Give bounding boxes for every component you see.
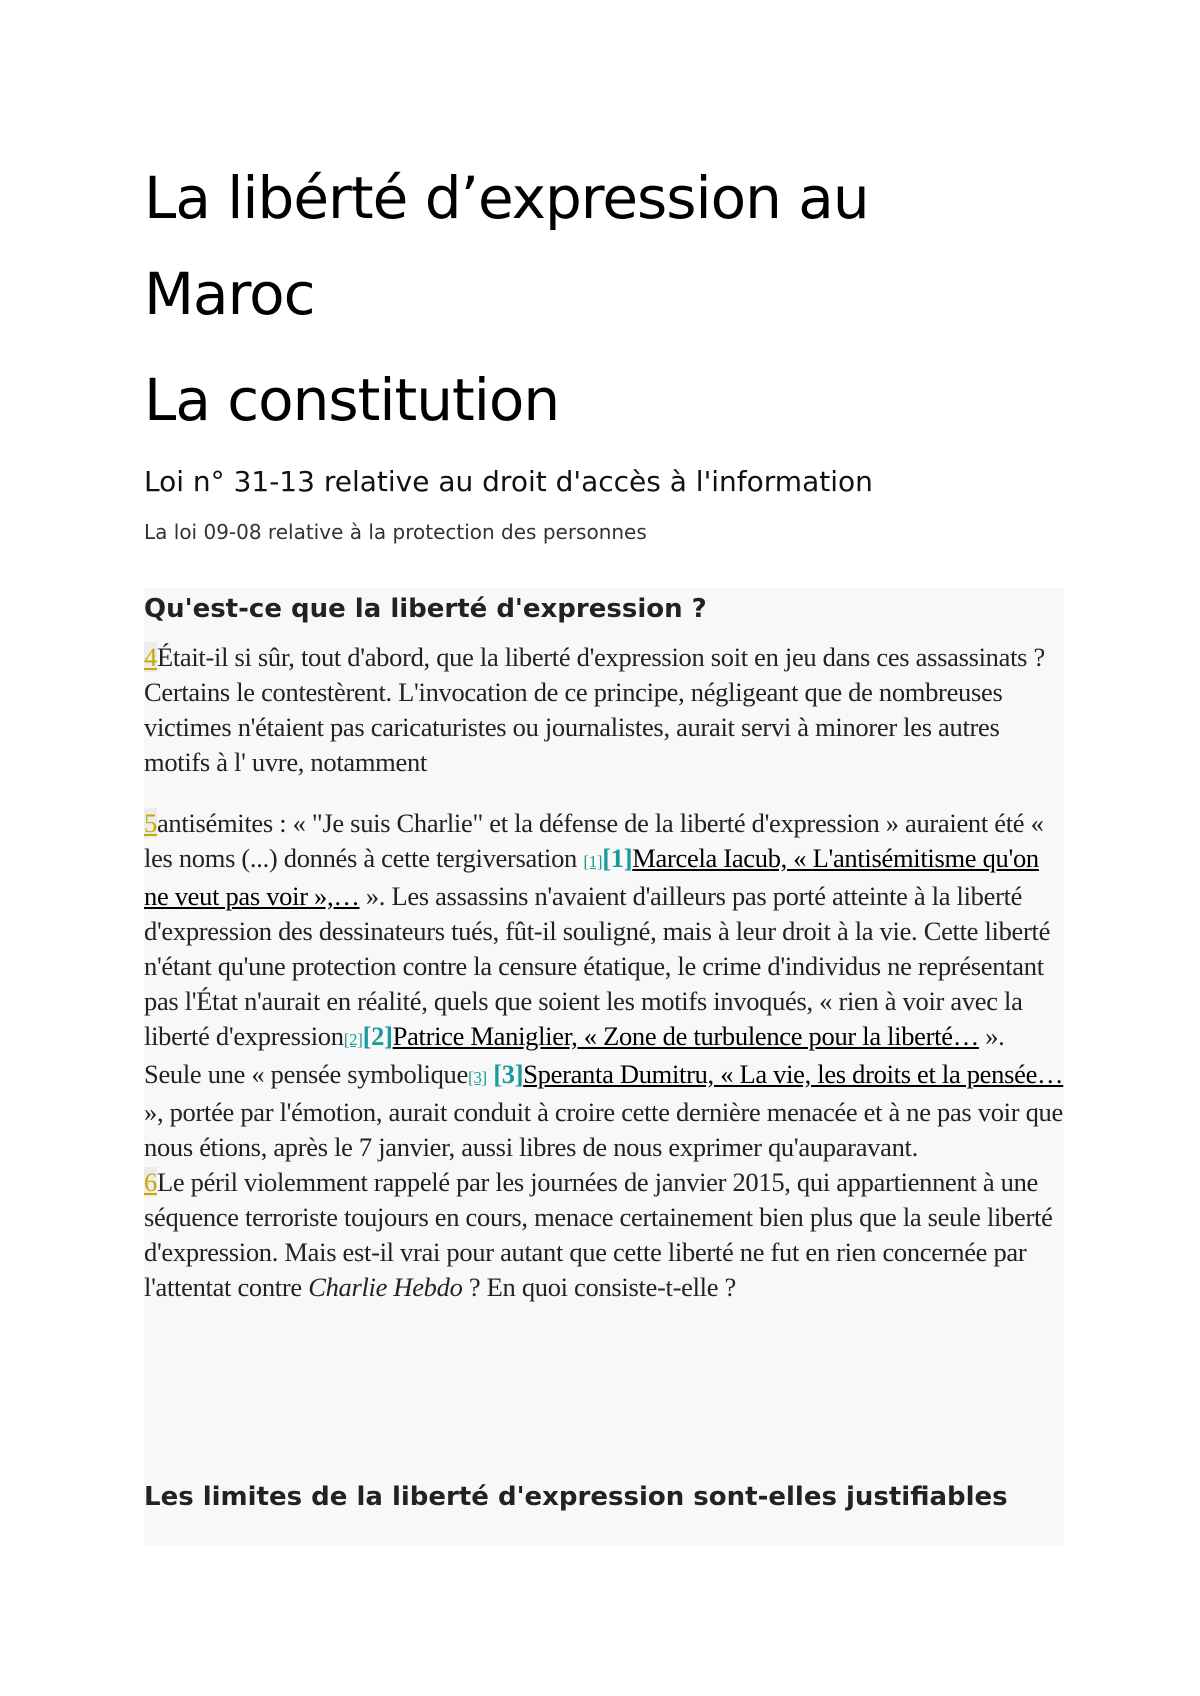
paragraph-number-link[interactable]: 5 (144, 808, 157, 838)
heading-loi-31-13: Loi n° 31-13 relative au droit d'accès à l'information (144, 465, 873, 498)
section-title-limits: Les limites de la liberté d'expression sont-elles justifiables (144, 1482, 1008, 1512)
heading-loi-09-08: La loi 09-08 relative à la protection des personnes (144, 520, 647, 544)
heading-constitution: La constitution (144, 366, 560, 434)
footnote-link-3[interactable]: [3] (467, 1068, 487, 1087)
paragraph-number-link[interactable]: 4 (144, 642, 157, 672)
section-title-definition: Qu'est-ce que la liberté d'expression ? (144, 594, 707, 624)
footnote-marker-3[interactable]: [3] (493, 1059, 524, 1089)
footnote-marker-2[interactable]: [2] (362, 1021, 393, 1051)
paragraph-text: Le péril violemment rappelé par les journées de janvier 2015, qui appartiennent à une séquence terroriste toujours en cours, menace certainement bien plus que la seule liberté d'expression. Mais est-il vrai pour autant que cette liberté ne fut en rien concernée par l'attentat contre (144, 1167, 1053, 1302)
title-line-1: La libérté d’expression au (144, 164, 869, 232)
paragraph-text: ». Seule une « pensée symbolique (144, 1021, 1005, 1089)
article-block (144, 588, 1064, 1546)
paragraph-number-link[interactable]: 6 (144, 1167, 157, 1197)
footnote-reference-2[interactable]: Patrice Maniglier, « Zone de turbulence pour la liberté… (392, 1021, 979, 1051)
paragraph-text: Était-il si sûr, tout d'abord, que la liberté d'expression soit en jeu dans ces assassinats ? Certains le contestèrent. L'invocation de ce principe, négligeant que de nombreuses victimes n'étaient pas caricaturistes ou journalistes, aurait servi à minorer les autres motifs à l' uvre, notamment (144, 642, 1045, 777)
footnote-reference-3[interactable]: Speranta Dumitru, « La vie, les droits et la pensée… (523, 1059, 1064, 1089)
paragraph-text: ? En quoi consiste-t-elle ? (462, 1272, 736, 1302)
title-line-2: Maroc (144, 260, 315, 328)
footnote-link-2[interactable]: [2] (343, 1030, 363, 1049)
paragraph-4 (144, 640, 1064, 780)
paragraph-5-6 (144, 806, 1064, 1305)
paragraph-text: », portée par l'émotion, aurait conduit à croire cette dernière menacée et à ne pas voir que nous étions, après le 7 janvier, aussi libres de nous exprimer qu'auparavant. (144, 1097, 1063, 1162)
paragraph-text: antisémites : « "Je suis Charlie" et la défense de la liberté d'expression » auraient été « les noms (...) donnés à cette tergiversation (144, 808, 1044, 873)
paragraph-text: ». Les assassins n'avaient d'ailleurs pas porté atteinte à la liberté d'expression des dessinateurs tués, fût-il souligné, mais à leur droit à la vie. Cette liberté n'étant qu'une protection contre la censure étatique, le crime d'individus ne représentant pas l'État n'aurait en réalité, quels que soient les motifs invoqués, « rien à voir avec la liberté d'expression (144, 881, 1051, 1051)
italic-title: Charlie Hebdo (308, 1272, 463, 1302)
document-title (144, 150, 1044, 342)
footnote-marker-1[interactable]: [1] (602, 843, 633, 873)
footnote-reference-1[interactable]: Marcela Iacub, « L'antisémitisme qu'on ne veut pas voir »,… (144, 843, 1039, 911)
footnote-link-1[interactable]: [1] (583, 852, 603, 871)
